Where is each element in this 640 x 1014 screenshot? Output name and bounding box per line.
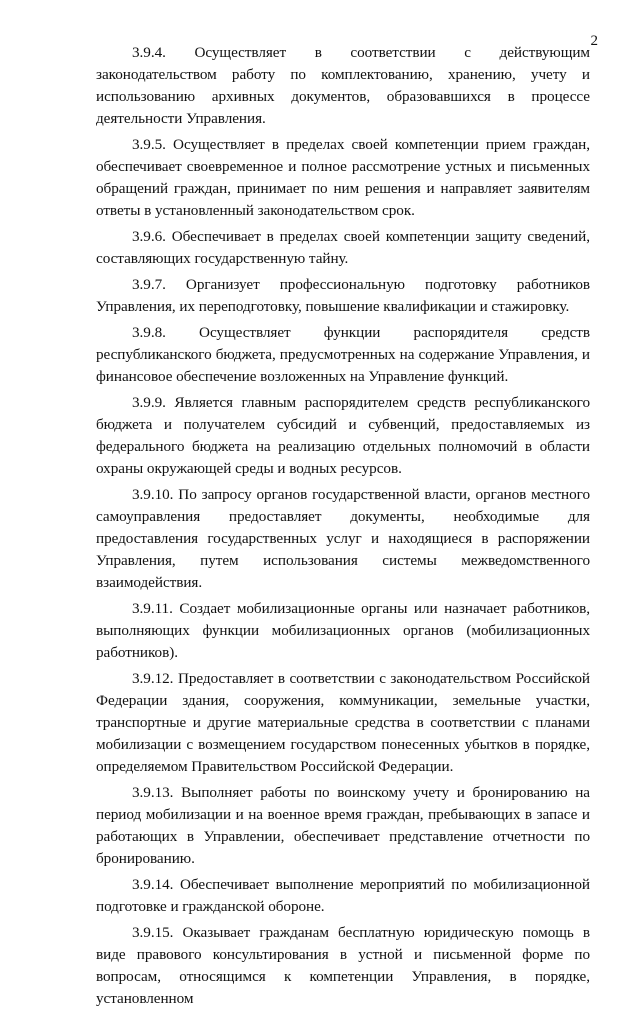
paragraph-3-9-5: 3.9.5. Осуществляет в пределах своей компетенции прием граждан, обеспечивает своевременное и полное рассмотрение устных и письменных обращений граждан, принимает по ним решения и направляет заявителям ответы в установленный законодательством срок. — [96, 136, 590, 219]
paragraph-3-9-9: 3.9.9. Является главным распорядителем средств республиканского бюджета и получателем субсидий и субвенций, предоставляемых из федерального бюджета на реализацию отдельных полномочий в области охраны окружающей среды и водных ресурсов. — [96, 394, 590, 477]
paragraph-3-9-7: 3.9.7. Организует профессиональную подготовку работников Управления, их переподготовку, повышение квалификации и стажировку. — [96, 276, 590, 315]
paragraph-3-9-15: 3.9.15. Оказывает гражданам бесплатную юридическую помощь в виде правового консультирования в устной и письменной форме по вопросам, относящимся к компетенции Управления, в порядке, установленном — [96, 924, 590, 1007]
paragraph-3-9-12: 3.9.12. Предоставляет в соответствии с законодательством Российской Федерации здания, сооружения, коммуникации, земельные участки, транспортные и другие материальные средства в соответствии с планами мобилизации с возмещением государством понесенных убытков в порядке, определяемом Правительством Российской Федерации. — [96, 670, 590, 775]
paragraph-3-9-8: 3.9.8. Осуществляет функции распорядителя средств республиканского бюджета, предусмотренных на содержание Управления, и финансовое обеспечение возложенных на Управление функций. — [96, 324, 590, 385]
paragraph-3-9-11: 3.9.11. Создает мобилизационные органы или назначает работников, выполняющих функции мобилизационных органов (мобилизационных работников). — [96, 600, 590, 661]
paragraph-3-9-13: 3.9.13. Выполняет работы по воинскому учету и бронированию на период мобилизации и на военное время граждан, пребывающих в запасе и работающих в Управлении, обеспечивает представление отчетности по бронированию. — [96, 784, 590, 867]
paragraph-3-9-14: 3.9.14. Обеспечивает выполнение мероприятий по мобилизационной подготовке и гражданской обороне. — [96, 876, 590, 915]
paragraph-3-9-10: 3.9.10. По запросу органов государственной власти, органов местного самоуправления предоставляет документы, необходимые для предоставления государственных услуг и находящиеся в распоряжении Управления, путем использования системы межведомственного взаимодействия. — [96, 486, 590, 591]
document-body — [96, 42, 590, 1014]
paragraph-3-9-4: 3.9.4. Осуществляет в соответствии с действующим законодательством работу по комплектованию, хранению, учету и использованию архивных документов, образовавшихся в процессе деятельности Управления. — [96, 44, 590, 127]
paragraph-3-9-6: 3.9.6. Обеспечивает в пределах своей компетенции защиту сведений, составляющих государственную тайну. — [96, 228, 590, 267]
page-number: 2 — [590, 33, 598, 49]
